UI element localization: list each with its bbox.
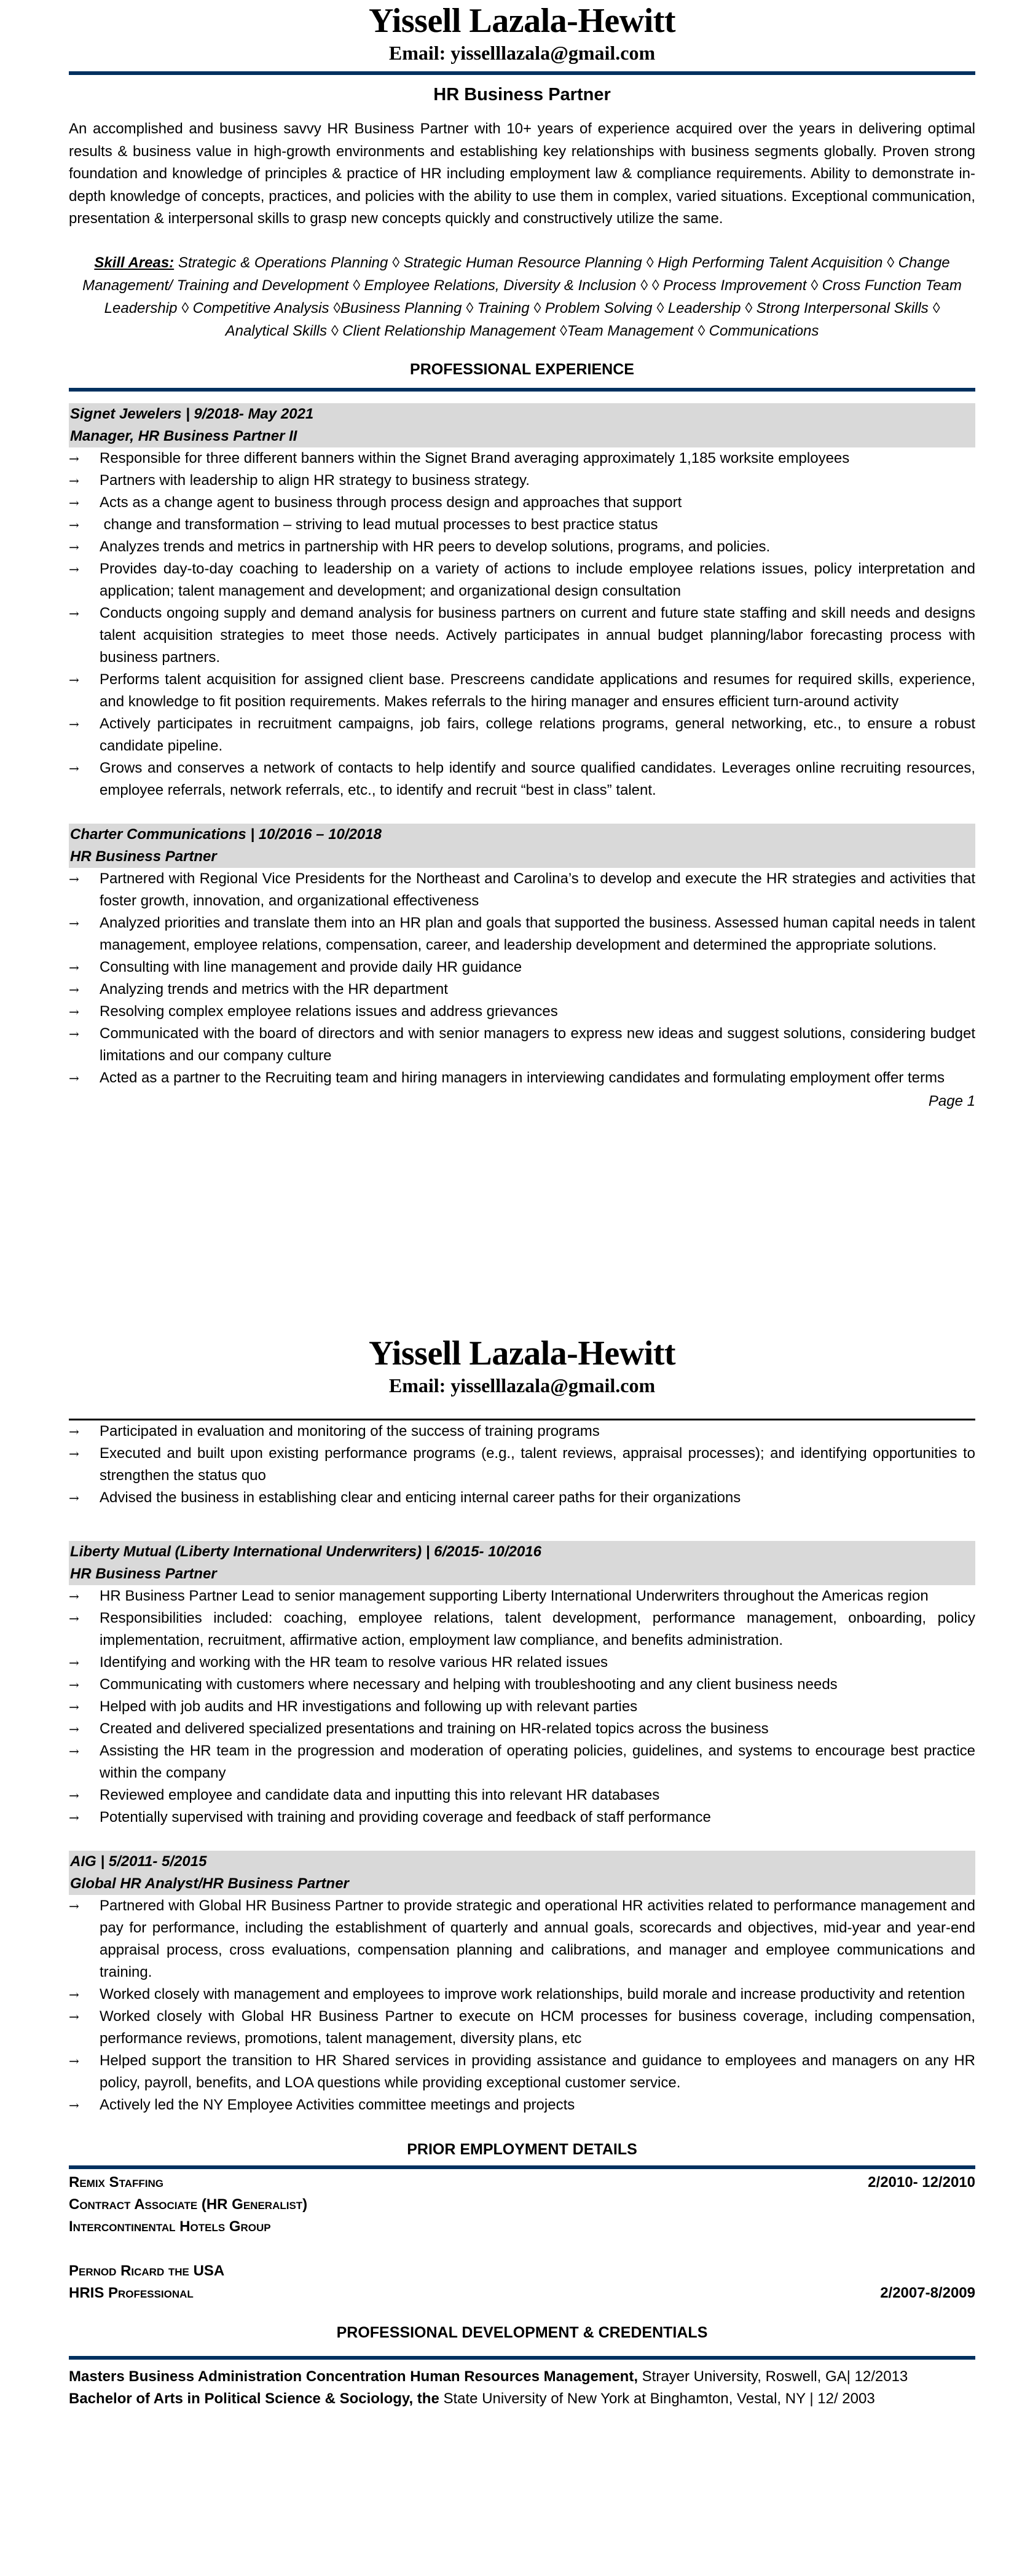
prior-employment-row [69,2282,975,2304]
section-heading-experience: PROFESSIONAL EXPERIENCE [410,360,634,378]
prior-dates: 2/2007-8/2009 [880,2285,975,2301]
bullet-item: → Performs talent acquisition for assigned client base. Prescreens candidate applications and resumes for required skills, experience, and knowledge to fit position requirements. Makes referrals to the hiring manager and ensures efficient turn-around activity [69,669,975,713]
arrow-right-icon: → [69,959,79,975]
prior-employer: Remix Staffing [69,2174,163,2191]
arrow-right-icon: → [69,1987,79,2002]
prior-employer: Pernod Ricard the USA [69,2263,225,2279]
prior-employment-row [69,2216,975,2238]
bullet-item: → Grows and conserves a network of contacts to help identify and source qualified candidates. Leverages online recruiting resources, employee referrals, network referrals, etc., to identify and recruit “best in class” talent. [69,757,975,802]
arrow-right-icon: → [69,1722,79,1736]
bullet-item: → Analyzing trends and metrics with the HR department [69,979,975,1001]
prior-employment-row [69,2172,975,2194]
arrow-right-icon: → [69,1788,79,1803]
arrow-right-icon: → [69,1491,79,1505]
job-entry [69,824,975,1089]
skill-areas-label: Skill Areas: [94,254,175,271]
job-company-dates: Charter Communications | 10/2016 – 10/2018 [70,825,382,843]
job-header [69,403,975,447]
bullet-item: → Communicating with customers where necessary and helping with troubleshooting and any client business needs [69,1674,975,1696]
bullet-item: → Actively participates in recruitment campaigns, job fairs, college relations programs, general networking, etc., to ensure a robust candidate pipeline. [69,713,975,757]
arrow-right-icon: → [69,1424,79,1439]
bullet-item: → HR Business Partner Lead to senior management supporting Liberty International Underwriters throughout the Americas region [69,1585,975,1607]
job-entry [69,1541,975,1829]
prior-employment-row [69,2194,975,2216]
school: State University of New York at Binghamton, Vestal, NY | 12/ 2003 [439,2390,875,2407]
job-company-dates: Liberty Mutual (Liberty International Underwriters) | 6/2015- 10/2016 [70,1543,541,1560]
degree: Masters Business Administration Concentration Human Resources Management, [69,2368,638,2385]
skill-areas [69,251,975,342]
education-item [69,2388,975,2410]
arrow-right-icon: → [69,495,79,510]
skill-areas-list: Strategic & Operations Planning ◊ Strategic Human Resource Planning ◊ High Performing Talent Acquisition ◊ Change Management/ Training and Development ◊ Employee Relations, Diversity & Inclusion ◊ ◊ Process Improvement ◊ Cross Function Team Leadership ◊ Competitive Analysis ◊Business Planning ◊ Training ◊ Problem Solving ◊ Leadership ◊ Strong Interpersonal Skills ◊ Analytical Skills ◊ Client Relationship Management ◊Team Management ◊ Communications [82,254,962,339]
arrow-right-icon: → [69,1611,79,1626]
arrow-right-icon: → [69,1899,79,1913]
arrow-right-icon: → [69,517,79,532]
arrow-right-icon: → [69,1677,79,1692]
bullet-item: → Identifying and working with the HR team to resolve various HR related issues [69,1652,975,1674]
bullet-item: → Helped support the transition to HR Shared services in providing assistance and guidance to employees and managers on any HR policy, payroll, benefits, and LOA questions while providing exceptional customer service. [69,2050,975,2094]
bullet-item: → Communicated with the board of directors and with senior managers to express new ideas and suggest solutions, considering budget limitations and our company culture [69,1023,975,1067]
arrow-right-icon: → [69,2009,79,2024]
arrow-right-icon: → [69,2054,79,2068]
bullet-item: → Partnered with Global HR Business Partner to provide strategic and operational HR activities related to performance management and pay for performance, including the establishment of quarterly and annual goals, scorecards and objectives, mid-year and year-end appraisal process, cross evaluations, compensation planning and calibrations, and manager and employee communications and training. [69,1895,975,1983]
section-heading-prior-employment: PRIOR EMPLOYMENT DETAILS [407,2141,637,2158]
arrow-right-icon: → [69,1026,79,1041]
bullet-item: → Helped with job audits and HR investigations and following up with relevant parties [69,1696,975,1718]
education-item [69,2366,975,2388]
degree: Bachelor of Arts in Political Science & Sociology, the [69,2390,439,2407]
arrow-right-icon: → [69,2098,79,2113]
prior-role: Contract Associate (HR Generalist) [69,2196,308,2213]
bullet-item: → Advised the business in establishing clear and enticing internal career paths for their organizations [69,1487,975,1509]
arrow-right-icon: → [69,539,79,554]
education-list [69,2366,975,2410]
summary-paragraph: An accomplished and business savvy HR Business Partner with 10+ years of experience acquired over the years in delivering optimal results & business value in high-growth environments and establishing key relationships with business segments globally. Proven strong foundation and knowledge of principles & practice of HR including employment law & compliance requirements. Ability to demonstrate in-depth knowledge of concepts, practices, and policies with the ability to use them in complex, varied situations. Exceptional communication, presentation & interpersonal skills to grasp new concepts quickly and constructively utilize the same. [69,120,975,227]
section-heading-education: PROFESSIONAL DEVELOPMENT & CREDENTIALS [336,2324,708,2341]
bullet-item: → Analyzes trends and metrics in partnership with HR peers to develop solutions, programs, and policies. [69,536,975,558]
arrow-right-icon: → [69,1744,79,1759]
bullet-item: → Actively led the NY Employee Activities committee meetings and projects [69,2094,975,2116]
bullet-item: → Responsibilities included: coaching, employee relations, talent development, performance management, onboarding, policy implementation, recruitment, affirmative action, employment law compliance, and benefits administration. [69,1607,975,1652]
page-1 [69,0,975,1113]
job-role: Global HR Analyst/HR Business Partner [70,1875,349,1892]
experience-rule [69,388,975,392]
arrow-right-icon: → [69,915,79,931]
arrow-right-icon: → [69,871,79,886]
bullet-item: → Acts as a change agent to business through process design and approaches that support [69,492,975,514]
job-entry [69,1851,975,2116]
job-role: HR Business Partner [70,1566,217,1582]
bullet-item: → Analyzed priorities and translate them into an HR plan and goals that supported the business. Assessed human capital needs in talent management, employee relations, compensation, career, and leadership development and determined the appropriate solutions. [69,912,975,956]
bullet-item: → Participated in evaluation and monitoring of the success of training programs [69,1420,975,1443]
job-header [69,1541,975,1585]
candidate-email: Email: yisselllazala@gmail.com [388,1374,656,1396]
bullet-item: → Worked closely with Global HR Business Partner to execute on HCM processes for business coverage, including compensation, performance reviews, promotions, talent management, diversity plans, etc [69,2006,975,2050]
page-2 [69,1334,975,2410]
bullet-item: → Executed and built upon existing performance programs (e.g., talent reviews, appraisal processes); and identifying opportunities to strengthen the status quo [69,1443,975,1487]
job-bullets [69,1895,975,2116]
arrow-right-icon: → [69,1810,79,1825]
school: Strayer University, Roswell, GA| 12/2013 [637,2368,908,2385]
job-role: HR Business Partner [70,848,217,865]
job-company-dates: AIG | 5/2011- 5/2015 [70,1853,207,1870]
bullet-item: → Acted as a partner to the Recruiting team and hiring managers in interviewing candidates and formulating employment offer terms [69,1067,975,1089]
bullet-item: → Responsible for three different banners within the Signet Brand averaging approximately 1,185 worksite employees [69,447,975,470]
arrow-right-icon: → [69,1004,79,1019]
professional-title: HR Business Partner [433,85,611,104]
arrow-right-icon: → [69,451,79,466]
bullet-item: → Consulting with line management and provide daily HR guidance [69,956,975,979]
job-bullets [69,868,975,1089]
education-rule [69,2356,975,2360]
arrow-right-icon: → [69,1700,79,1714]
candidate-email: Email: yisselllazala@gmail.com [388,42,656,64]
prior-employment-row [69,2260,975,2282]
arrow-right-icon: → [69,473,79,488]
job-bullets [69,1585,975,1829]
bullet-item: → Resolving complex employee relations issues and address grievances [69,1001,975,1023]
arrow-right-icon: → [69,1446,79,1461]
bullet-item: → Conducts ongoing supply and demand analysis for business partners on current and future state staffing and skill needs and designs talent acquisition strategies to meet those needs. Actively participates in annual budget planning/labor forecasting process with business partners. [69,602,975,669]
arrow-right-icon: → [69,716,79,731]
candidate-name: Yissell Lazala-Hewitt [368,2,676,40]
arrow-right-icon: → [69,760,79,776]
bullet-item: → Provides day-to-day coaching to leadership on a variety of actions to include employee relations issues, policy interpretation and application; talent management and development; and organizational design consultation [69,558,975,602]
arrow-right-icon: → [69,982,79,997]
job-role: Manager, HR Business Partner II [70,427,297,444]
job-bullets-continued [69,1420,975,1509]
job-entry [69,403,975,802]
bullet-item: → Worked closely with management and employees to improve work relationships, build morale and increase productivity and retention [69,1983,975,2006]
bullet-item: → change and transformation – striving to lead mutual processes to best practice status [69,514,975,536]
prior-employment-rule [69,2165,975,2169]
page-number: Page 1 [928,1092,975,1109]
bullet-item: → Potentially supervised with training and providing coverage and feedback of staff performance [69,1806,975,1829]
arrow-right-icon: → [69,605,79,621]
prior-role: HRIS Professional [69,2285,194,2301]
header-rule [69,71,975,75]
arrow-right-icon: → [69,1589,79,1604]
job-company-dates: Signet Jewelers | 9/2018- May 2021 [70,405,314,422]
bullet-item: → Reviewed employee and candidate data and inputting this into relevant HR databases [69,1784,975,1806]
prior-dates: 2/2010- 12/2010 [868,2174,975,2191]
prior-employment-list [69,2172,975,2304]
job-header [69,1851,975,1895]
bullet-item: → Assisting the HR team in the progression and moderation of operating policies, guidelines, and systems to encourage best practice within the company [69,1740,975,1784]
arrow-right-icon: → [69,672,79,687]
prior-client: Intercontinental Hotels Group [69,2218,271,2235]
job-header [69,824,975,868]
arrow-right-icon: → [69,1070,79,1085]
bullet-item: → Created and delivered specialized presentations and training on HR-related topics across the business [69,1718,975,1740]
bullet-item: → Partners with leadership to align HR strategy to business strategy. [69,470,975,492]
candidate-name: Yissell Lazala-Hewitt [368,1334,676,1373]
arrow-right-icon: → [69,561,79,577]
bullet-item: → Partnered with Regional Vice Presidents for the Northeast and Carolina’s to develop and execute the HR strategies and activities that foster growth, innovation, and organizational effectiveness [69,868,975,912]
job-bullets [69,447,975,802]
arrow-right-icon: → [69,1655,79,1670]
